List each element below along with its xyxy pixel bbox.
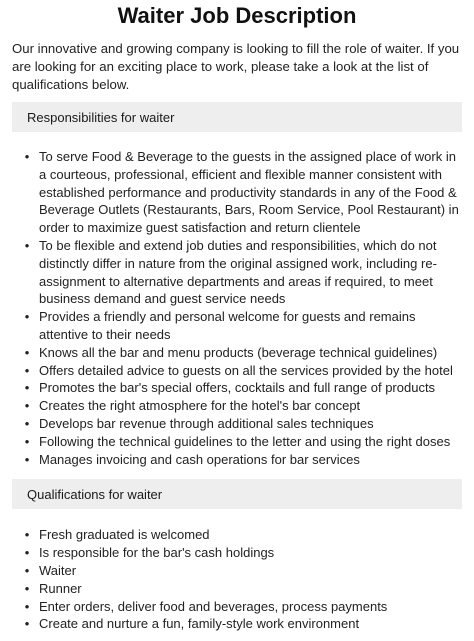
list-item: • Create and nurture a fun, family-style work environment bbox=[39, 615, 462, 633]
bullet-icon: • bbox=[24, 344, 30, 360]
bullet-icon: • bbox=[24, 527, 30, 543]
bullet-icon: • bbox=[24, 237, 30, 253]
list-item: • Develops bar revenue through additional sales techniques bbox=[39, 415, 462, 433]
list-item: • Manages invoicing and cash operations for bar services bbox=[39, 451, 462, 469]
bullet-icon: • bbox=[24, 398, 30, 414]
bullet-icon: • bbox=[24, 149, 30, 164]
list-item: • Following the technical guidelines to the letter and using the right doses bbox=[39, 433, 462, 451]
list-item: • Offers detailed advice to guests on all the services provided by the hotel bbox=[39, 362, 462, 380]
section-header-qualifications bbox=[12, 479, 462, 509]
bullet-icon: • bbox=[24, 433, 30, 449]
list-item: • Provides a friendly and personal welcome for guests and remains attentive to their needs bbox=[39, 308, 462, 344]
page-title: Waiter Job Description bbox=[117, 3, 357, 28]
list-item: • Knows all the bar and menu products (beverage technical guidelines) bbox=[39, 344, 462, 362]
bullet-icon: • bbox=[24, 415, 30, 431]
list-item: • Enter orders, deliver food and beverages, process payments bbox=[39, 598, 462, 616]
responsibilities-list bbox=[12, 148, 462, 468]
bullet-icon: • bbox=[24, 451, 30, 467]
bullet-icon: • bbox=[24, 580, 30, 596]
qualifications-list bbox=[12, 526, 462, 633]
list-item: • To be flexible and extend job duties and responsibilities, which do not distinctly differ in nature from the original assigned work, including re-assignment to alternative departments and areas if required, to meet business demand and guest service needs bbox=[39, 237, 462, 308]
bullet-icon: • bbox=[24, 562, 30, 578]
bullet-icon: • bbox=[24, 616, 30, 632]
list-item: • To serve Food & Beverage to the guests in the assigned place of work in a courteous, professional, efficient and flexible manner consistent with established performance and productivity standards in any of the Food & Beverage Outlets (Restaurants, Bars, Room Service, Pool Restaurant) in order to maximize guest satisfaction and return clientele bbox=[39, 148, 462, 237]
bullet-icon: • bbox=[24, 598, 30, 614]
list-item: • Runner bbox=[39, 580, 462, 598]
list-item: • Promotes the bar's special offers, cocktails and full range of products bbox=[39, 379, 462, 397]
bullet-icon: • bbox=[24, 380, 30, 396]
list-item: • Waiter bbox=[39, 562, 462, 580]
section-heading-qualifications: Qualifications for waiter bbox=[27, 486, 163, 502]
list-item: • Fresh graduated is welcomed bbox=[39, 526, 462, 544]
section-heading-responsibilities: Responsibilities for waiter bbox=[27, 109, 175, 125]
section-header-responsibilities bbox=[12, 102, 462, 132]
intro-paragraph: Our innovative and growing company is looking to fill the role of waiter. If you are looking for an exciting place to work, please take a look at the list of qualifications below. bbox=[12, 41, 460, 92]
bullet-icon: • bbox=[24, 545, 30, 561]
list-item: • Creates the right atmosphere for the hotel's bar concept bbox=[39, 397, 462, 415]
bullet-icon: • bbox=[24, 362, 30, 378]
list-item: • Is responsible for the bar's cash holdings bbox=[39, 544, 462, 562]
bullet-icon: • bbox=[24, 309, 30, 325]
